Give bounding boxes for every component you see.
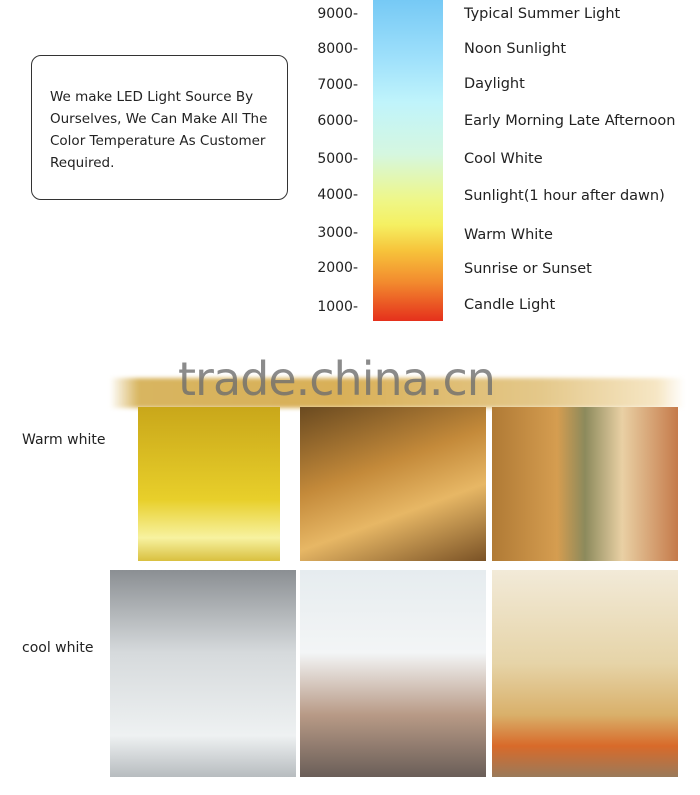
scale-value: 3000- [317, 225, 358, 241]
scale-label: Candle Light [464, 297, 556, 313]
scale-value: 6000- [317, 113, 358, 129]
scale-value: 5000- [317, 151, 358, 167]
watermark: trade.china.cn [178, 352, 495, 406]
scale-label: Sunlight(1 hour after dawn) [464, 188, 665, 204]
warm-white-bedroom-photo [492, 407, 678, 561]
intro-text: We make LED Light Source By Ourselves, We Can Make All The Color Temperature As Customer Required. [50, 89, 268, 171]
cool-white-store-photo [300, 570, 486, 777]
scale-label: Typical Summer Light [464, 6, 621, 22]
cool-white-living-room-photo [492, 570, 678, 777]
row-label-cool: cool white [22, 640, 94, 656]
scale-value: 4000- [317, 187, 358, 203]
scale-label: Daylight [464, 76, 525, 92]
scale-value: 1000- [317, 299, 358, 315]
scale-value: 7000- [317, 77, 358, 93]
scale-value: 8000- [317, 41, 358, 57]
scale-label: Noon Sunlight [464, 41, 567, 57]
warm-white-shop-photo [300, 407, 486, 561]
scale-label: Early Morning Late Afternoon [464, 113, 676, 129]
cool-white-box-photo [110, 570, 296, 777]
row-label-warm: Warm white [22, 432, 106, 448]
scale-label: Cool White [464, 151, 543, 167]
intro-text-box [31, 55, 288, 200]
scale-label: Sunrise or Sunset [464, 261, 592, 277]
scale-value: 9000- [317, 6, 358, 22]
scale-label: Warm White [464, 227, 553, 243]
color-temperature-gradient-bar [373, 0, 443, 321]
scale-value: 2000- [317, 260, 358, 276]
warm-white-box-photo [138, 407, 280, 561]
